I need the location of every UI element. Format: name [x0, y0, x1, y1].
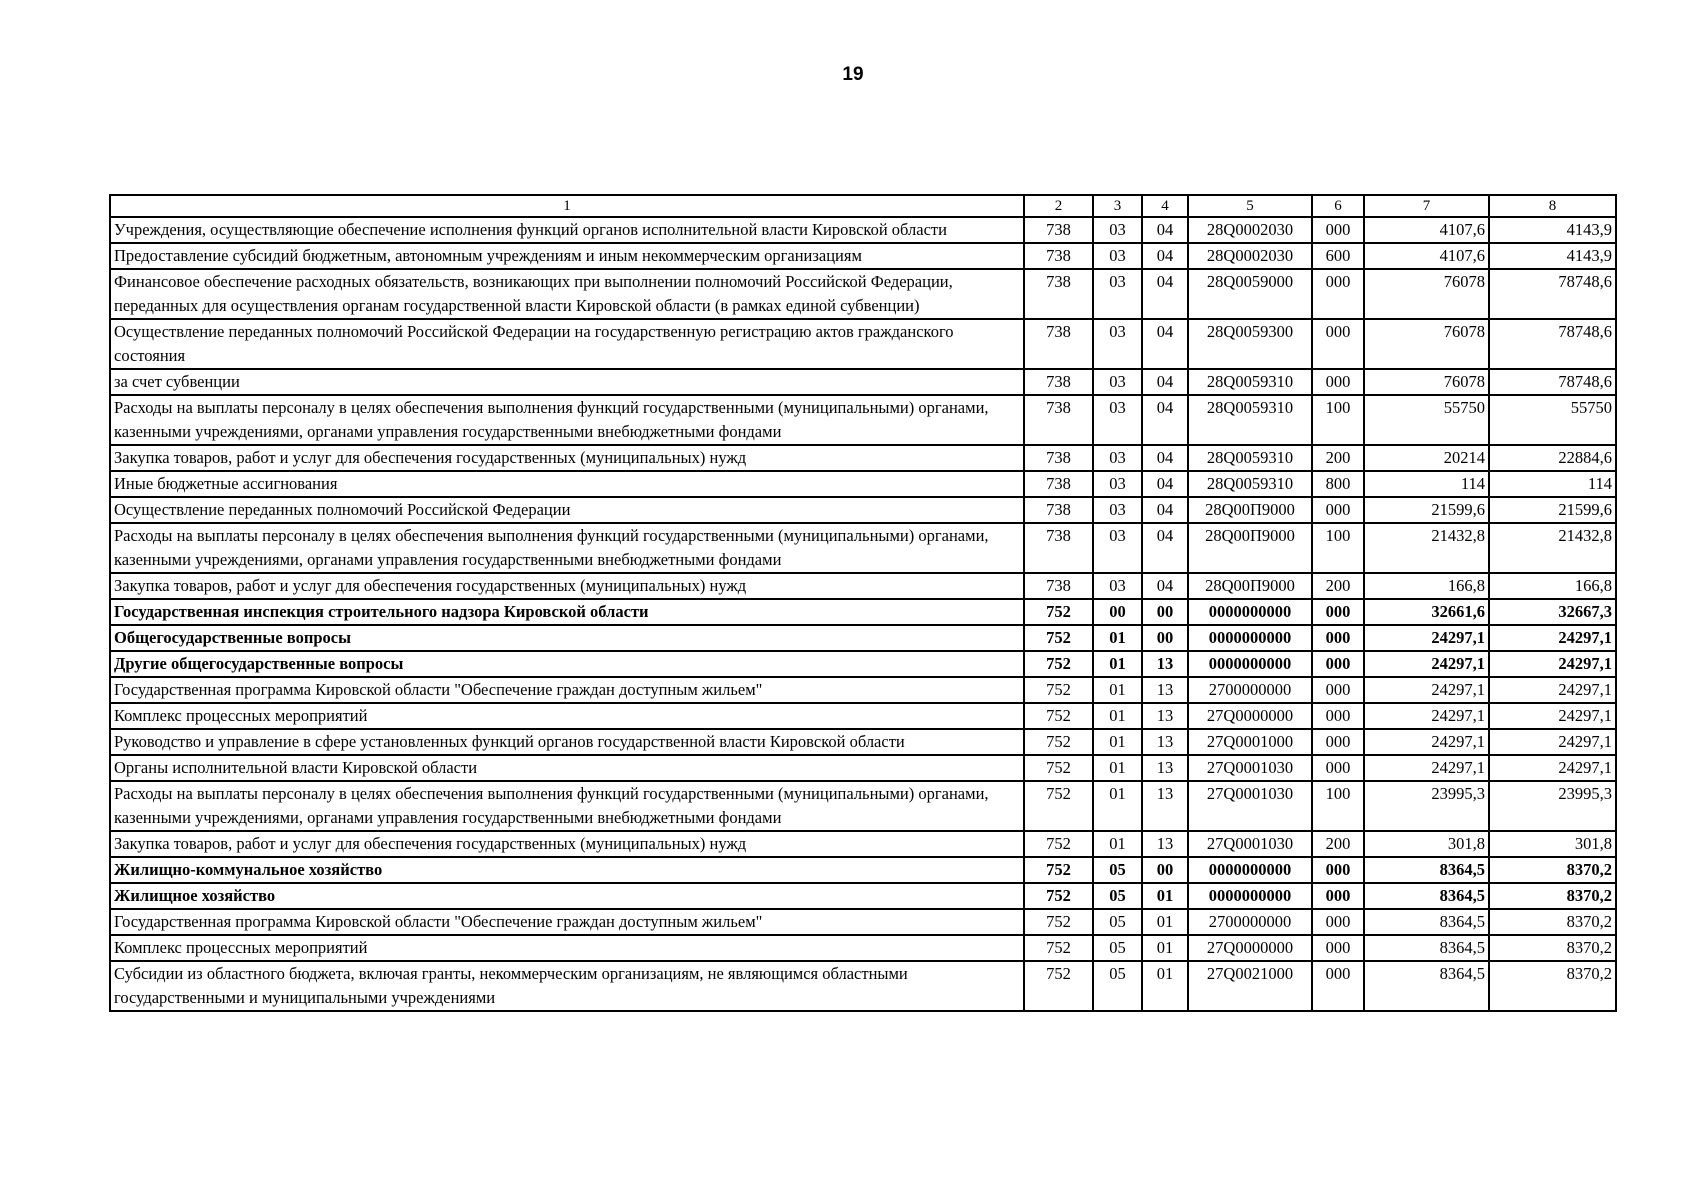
subsection-code: 04: [1142, 217, 1188, 243]
amount-year-2: 24297,1: [1489, 651, 1616, 677]
admin-code: 752: [1024, 961, 1093, 1011]
amount-year-2: 8370,2: [1489, 935, 1616, 961]
table-row: [110, 497, 1616, 523]
table-row: [110, 573, 1616, 599]
target-article-code: 0000000000: [1188, 599, 1312, 625]
table-row: [110, 445, 1616, 471]
table-row: [110, 523, 1616, 573]
row-description: Жилищно-коммунальное хозяйство: [110, 857, 1024, 883]
amount-year-1: 21432,8: [1364, 523, 1489, 573]
target-article-code: 0000000000: [1188, 651, 1312, 677]
admin-code: 738: [1024, 319, 1093, 369]
expense-type-code: 100: [1312, 395, 1364, 445]
admin-code: 752: [1024, 909, 1093, 935]
admin-code: 738: [1024, 369, 1093, 395]
amount-year-1: 24297,1: [1364, 677, 1489, 703]
expense-type-code: 000: [1312, 883, 1364, 909]
admin-code: 738: [1024, 243, 1093, 269]
section-code: 05: [1093, 935, 1142, 961]
section-code: 01: [1093, 625, 1142, 651]
row-description: Учреждения, осуществляющие обеспечение исполнения функций органов исполнительной власти Кировской области: [110, 217, 1024, 243]
amount-year-1: 8364,5: [1364, 909, 1489, 935]
amount-year-1: 76078: [1364, 369, 1489, 395]
admin-code: 738: [1024, 217, 1093, 243]
expense-type-code: 000: [1312, 961, 1364, 1011]
expense-type-code: 200: [1312, 445, 1364, 471]
expense-type-code: 100: [1312, 523, 1364, 573]
expense-type-code: 200: [1312, 573, 1364, 599]
table-row: [110, 369, 1616, 395]
section-code: 03: [1093, 395, 1142, 445]
target-article-code: 27Q0021000: [1188, 961, 1312, 1011]
expense-type-code: 800: [1312, 471, 1364, 497]
amount-year-2: 24297,1: [1489, 729, 1616, 755]
amount-year-2: 24297,1: [1489, 625, 1616, 651]
expense-type-code: 100: [1312, 781, 1364, 831]
subsection-code: 00: [1142, 625, 1188, 651]
target-article-code: 0000000000: [1188, 883, 1312, 909]
subsection-code: 00: [1142, 599, 1188, 625]
subsection-code: 13: [1142, 729, 1188, 755]
amount-year-2: 8370,2: [1489, 909, 1616, 935]
admin-code: 752: [1024, 625, 1093, 651]
admin-code: 738: [1024, 497, 1093, 523]
amount-year-1: 8364,5: [1364, 961, 1489, 1011]
target-article-code: 28Q00П9000: [1188, 573, 1312, 599]
admin-code: 738: [1024, 471, 1093, 497]
target-article-code: 27Q0000000: [1188, 935, 1312, 961]
expense-type-code: 000: [1312, 729, 1364, 755]
column-header: 4: [1142, 195, 1188, 217]
admin-code: 752: [1024, 651, 1093, 677]
admin-code: 738: [1024, 395, 1093, 445]
section-code: 05: [1093, 909, 1142, 935]
admin-code: 752: [1024, 781, 1093, 831]
row-description: Государственная инспекция строительного надзора Кировской области: [110, 599, 1024, 625]
column-header: 5: [1188, 195, 1312, 217]
header-row: [110, 195, 1616, 217]
section-code: 01: [1093, 677, 1142, 703]
section-code: 01: [1093, 831, 1142, 857]
section-code: 03: [1093, 523, 1142, 573]
admin-code: 752: [1024, 729, 1093, 755]
amount-year-2: 24297,1: [1489, 677, 1616, 703]
target-article-code: 0000000000: [1188, 857, 1312, 883]
amount-year-2: 78748,6: [1489, 369, 1616, 395]
amount-year-1: 24297,1: [1364, 703, 1489, 729]
expense-type-code: 200: [1312, 831, 1364, 857]
row-description: Закупка товаров, работ и услуг для обеспечения государственных (муниципальных) нужд: [110, 573, 1024, 599]
amount-year-1: 4107,6: [1364, 217, 1489, 243]
subsection-code: 13: [1142, 755, 1188, 781]
amount-year-1: 301,8: [1364, 831, 1489, 857]
expense-type-code: 000: [1312, 651, 1364, 677]
subsection-code: 04: [1142, 497, 1188, 523]
row-description: Другие общегосударственные вопросы: [110, 651, 1024, 677]
section-code: 01: [1093, 781, 1142, 831]
amount-year-2: 24297,1: [1489, 755, 1616, 781]
expense-type-code: 000: [1312, 703, 1364, 729]
subsection-code: 04: [1142, 471, 1188, 497]
target-article-code: 28Q0059000: [1188, 269, 1312, 319]
table-row: [110, 703, 1616, 729]
amount-year-1: 24297,1: [1364, 729, 1489, 755]
amount-year-2: 114: [1489, 471, 1616, 497]
row-description: за счет субвенции: [110, 369, 1024, 395]
row-description: Иные бюджетные ассигнования: [110, 471, 1024, 497]
column-header: 3: [1093, 195, 1142, 217]
target-article-code: 27Q0001030: [1188, 781, 1312, 831]
admin-code: 738: [1024, 573, 1093, 599]
subsection-code: 01: [1142, 961, 1188, 1011]
amount-year-1: 4107,6: [1364, 243, 1489, 269]
target-article-code: 27Q0001030: [1188, 831, 1312, 857]
row-description: Государственная программа Кировской области "Обеспечение граждан доступным жильем": [110, 909, 1024, 935]
expense-type-code: 000: [1312, 497, 1364, 523]
target-article-code: 28Q0059300: [1188, 319, 1312, 369]
target-article-code: 28Q00П9000: [1188, 497, 1312, 523]
amount-year-2: 55750: [1489, 395, 1616, 445]
amount-year-2: 8370,2: [1489, 883, 1616, 909]
table-row: [110, 269, 1616, 319]
amount-year-2: 301,8: [1489, 831, 1616, 857]
amount-year-2: 4143,9: [1489, 217, 1616, 243]
amount-year-2: 166,8: [1489, 573, 1616, 599]
row-description: Государственная программа Кировской области "Обеспечение граждан доступным жильем": [110, 677, 1024, 703]
target-article-code: 28Q0059310: [1188, 471, 1312, 497]
table-row: [110, 961, 1616, 1011]
section-code: 03: [1093, 319, 1142, 369]
subsection-code: 13: [1142, 677, 1188, 703]
section-code: 01: [1093, 651, 1142, 677]
amount-year-2: 24297,1: [1489, 703, 1616, 729]
table-row: [110, 599, 1616, 625]
table-row: [110, 217, 1616, 243]
subsection-code: 01: [1142, 883, 1188, 909]
row-description: Комплекс процессных мероприятий: [110, 935, 1024, 961]
subsection-code: 13: [1142, 781, 1188, 831]
table-row: [110, 781, 1616, 831]
section-code: 01: [1093, 729, 1142, 755]
table-row: [110, 831, 1616, 857]
target-article-code: 28Q00П9000: [1188, 523, 1312, 573]
target-article-code: 0000000000: [1188, 625, 1312, 651]
section-code: 05: [1093, 961, 1142, 1011]
subsection-code: 04: [1142, 369, 1188, 395]
amount-year-2: 21432,8: [1489, 523, 1616, 573]
subsection-code: 04: [1142, 523, 1188, 573]
amount-year-1: 8364,5: [1364, 883, 1489, 909]
subsection-code: 04: [1142, 395, 1188, 445]
row-description: Закупка товаров, работ и услуг для обеспечения государственных (муниципальных) нужд: [110, 445, 1024, 471]
amount-year-1: 166,8: [1364, 573, 1489, 599]
amount-year-2: 22884,6: [1489, 445, 1616, 471]
admin-code: 738: [1024, 523, 1093, 573]
expense-type-code: 000: [1312, 677, 1364, 703]
column-header: 8: [1489, 195, 1616, 217]
target-article-code: 27Q0001030: [1188, 755, 1312, 781]
column-header: 1: [110, 195, 1024, 217]
admin-code: 752: [1024, 755, 1093, 781]
subsection-code: 04: [1142, 243, 1188, 269]
row-description: Руководство и управление в сфере установленных функций органов государственной власти Кировской области: [110, 729, 1024, 755]
target-article-code: 28Q0002030: [1188, 217, 1312, 243]
admin-code: 738: [1024, 269, 1093, 319]
target-article-code: 27Q0001000: [1188, 729, 1312, 755]
amount-year-1: 24297,1: [1364, 755, 1489, 781]
section-code: 03: [1093, 471, 1142, 497]
section-code: 01: [1093, 755, 1142, 781]
table-body: [110, 217, 1616, 1011]
table-row: [110, 935, 1616, 961]
subsection-code: 04: [1142, 445, 1188, 471]
admin-code: 752: [1024, 831, 1093, 857]
admin-code: 752: [1024, 703, 1093, 729]
target-article-code: 2700000000: [1188, 677, 1312, 703]
section-code: 03: [1093, 445, 1142, 471]
row-description: Комплекс процессных мероприятий: [110, 703, 1024, 729]
row-description: Субсидии из областного бюджета, включая гранты, некоммерческим организациям, не являющимся областными государственными и муниципальными учреждениями: [110, 961, 1024, 1011]
section-code: 05: [1093, 883, 1142, 909]
amount-year-2: 32667,3: [1489, 599, 1616, 625]
subsection-code: 13: [1142, 703, 1188, 729]
table-row: [110, 729, 1616, 755]
table-row: [110, 909, 1616, 935]
expense-type-code: 000: [1312, 269, 1364, 319]
expense-type-code: 000: [1312, 755, 1364, 781]
row-description: Расходы на выплаты персоналу в целях обеспечения выполнения функций государственными (муниципальными) органами, казенными учреждениями, органами управления государственными внебюджетными фондами: [110, 523, 1024, 573]
section-code: 00: [1093, 599, 1142, 625]
amount-year-2: 78748,6: [1489, 269, 1616, 319]
section-code: 03: [1093, 369, 1142, 395]
row-description: Финансовое обеспечение расходных обязательств, возникающих при выполнении полномочий Российской Федерации, переданных для осуществления органам государственной власти Кировской области (в рамках единой субвенции): [110, 269, 1024, 319]
admin-code: 752: [1024, 883, 1093, 909]
expense-type-code: 000: [1312, 599, 1364, 625]
section-code: 03: [1093, 497, 1142, 523]
amount-year-2: 4143,9: [1489, 243, 1616, 269]
table-row: [110, 319, 1616, 369]
target-article-code: 28Q0002030: [1188, 243, 1312, 269]
expense-type-code: 000: [1312, 369, 1364, 395]
row-description: Предоставление субсидий бюджетным, автономным учреждениям и иным некоммерческим организациям: [110, 243, 1024, 269]
amount-year-1: 8364,5: [1364, 935, 1489, 961]
subsection-code: 04: [1142, 319, 1188, 369]
subsection-code: 13: [1142, 831, 1188, 857]
table-row: [110, 857, 1616, 883]
amount-year-1: 76078: [1364, 319, 1489, 369]
section-code: 03: [1093, 243, 1142, 269]
expense-type-code: 000: [1312, 217, 1364, 243]
row-description: Осуществление переданных полномочий Российской Федерации на государственную регистрацию актов гражданского состояния: [110, 319, 1024, 369]
expense-type-code: 600: [1312, 243, 1364, 269]
subsection-code: 04: [1142, 573, 1188, 599]
target-article-code: 27Q0000000: [1188, 703, 1312, 729]
table-row: [110, 755, 1616, 781]
page-number: 19: [842, 64, 864, 85]
section-code: 05: [1093, 857, 1142, 883]
amount-year-2: 21599,6: [1489, 497, 1616, 523]
column-header: 7: [1364, 195, 1489, 217]
row-description: Органы исполнительной власти Кировской области: [110, 755, 1024, 781]
amount-year-1: 32661,6: [1364, 599, 1489, 625]
subsection-code: 13: [1142, 651, 1188, 677]
admin-code: 752: [1024, 935, 1093, 961]
row-description: Общегосударственные вопросы: [110, 625, 1024, 651]
amount-year-1: 20214: [1364, 445, 1489, 471]
amount-year-2: 78748,6: [1489, 319, 1616, 369]
table-row: [110, 243, 1616, 269]
row-description: Расходы на выплаты персоналу в целях обеспечения выполнения функций государственными (муниципальными) органами, казенными учреждениями, органами управления государственными внебюджетными фондами: [110, 781, 1024, 831]
target-article-code: 28Q0059310: [1188, 445, 1312, 471]
column-header: 2: [1024, 195, 1093, 217]
target-article-code: 2700000000: [1188, 909, 1312, 935]
amount-year-1: 24297,1: [1364, 625, 1489, 651]
expense-type-code: 000: [1312, 909, 1364, 935]
amount-year-1: 114: [1364, 471, 1489, 497]
subsection-code: 01: [1142, 935, 1188, 961]
row-description: Осуществление переданных полномочий Российской Федерации: [110, 497, 1024, 523]
row-description: Жилищное хозяйство: [110, 883, 1024, 909]
amount-year-1: 76078: [1364, 269, 1489, 319]
row-description: Закупка товаров, работ и услуг для обеспечения государственных (муниципальных) нужд: [110, 831, 1024, 857]
table-row: [110, 677, 1616, 703]
table-row: [110, 651, 1616, 677]
expense-type-code: 000: [1312, 319, 1364, 369]
row-description: Расходы на выплаты персоналу в целях обеспечения выполнения функций государственными (муниципальными) органами, казенными учреждениями, органами управления государственными внебюджетными фондами: [110, 395, 1024, 445]
amount-year-1: 8364,5: [1364, 857, 1489, 883]
amount-year-2: 23995,3: [1489, 781, 1616, 831]
admin-code: 752: [1024, 857, 1093, 883]
amount-year-1: 24297,1: [1364, 651, 1489, 677]
amount-year-2: 8370,2: [1489, 961, 1616, 1011]
subsection-code: 00: [1142, 857, 1188, 883]
admin-code: 752: [1024, 599, 1093, 625]
expense-type-code: 000: [1312, 625, 1364, 651]
admin-code: 738: [1024, 445, 1093, 471]
subsection-code: 04: [1142, 269, 1188, 319]
budget-table: [109, 194, 1617, 1012]
section-code: 03: [1093, 573, 1142, 599]
amount-year-1: 21599,6: [1364, 497, 1489, 523]
section-code: 03: [1093, 217, 1142, 243]
amount-year-2: 8370,2: [1489, 857, 1616, 883]
table-row: [110, 395, 1616, 445]
amount-year-1: 55750: [1364, 395, 1489, 445]
amount-year-1: 23995,3: [1364, 781, 1489, 831]
subsection-code: 01: [1142, 909, 1188, 935]
section-code: 01: [1093, 703, 1142, 729]
table-row: [110, 883, 1616, 909]
expense-type-code: 000: [1312, 857, 1364, 883]
table-row: [110, 625, 1616, 651]
section-code: 03: [1093, 269, 1142, 319]
target-article-code: 28Q0059310: [1188, 395, 1312, 445]
expense-type-code: 000: [1312, 935, 1364, 961]
admin-code: 752: [1024, 677, 1093, 703]
table-row: [110, 471, 1616, 497]
column-header: 6: [1312, 195, 1364, 217]
target-article-code: 28Q0059310: [1188, 369, 1312, 395]
